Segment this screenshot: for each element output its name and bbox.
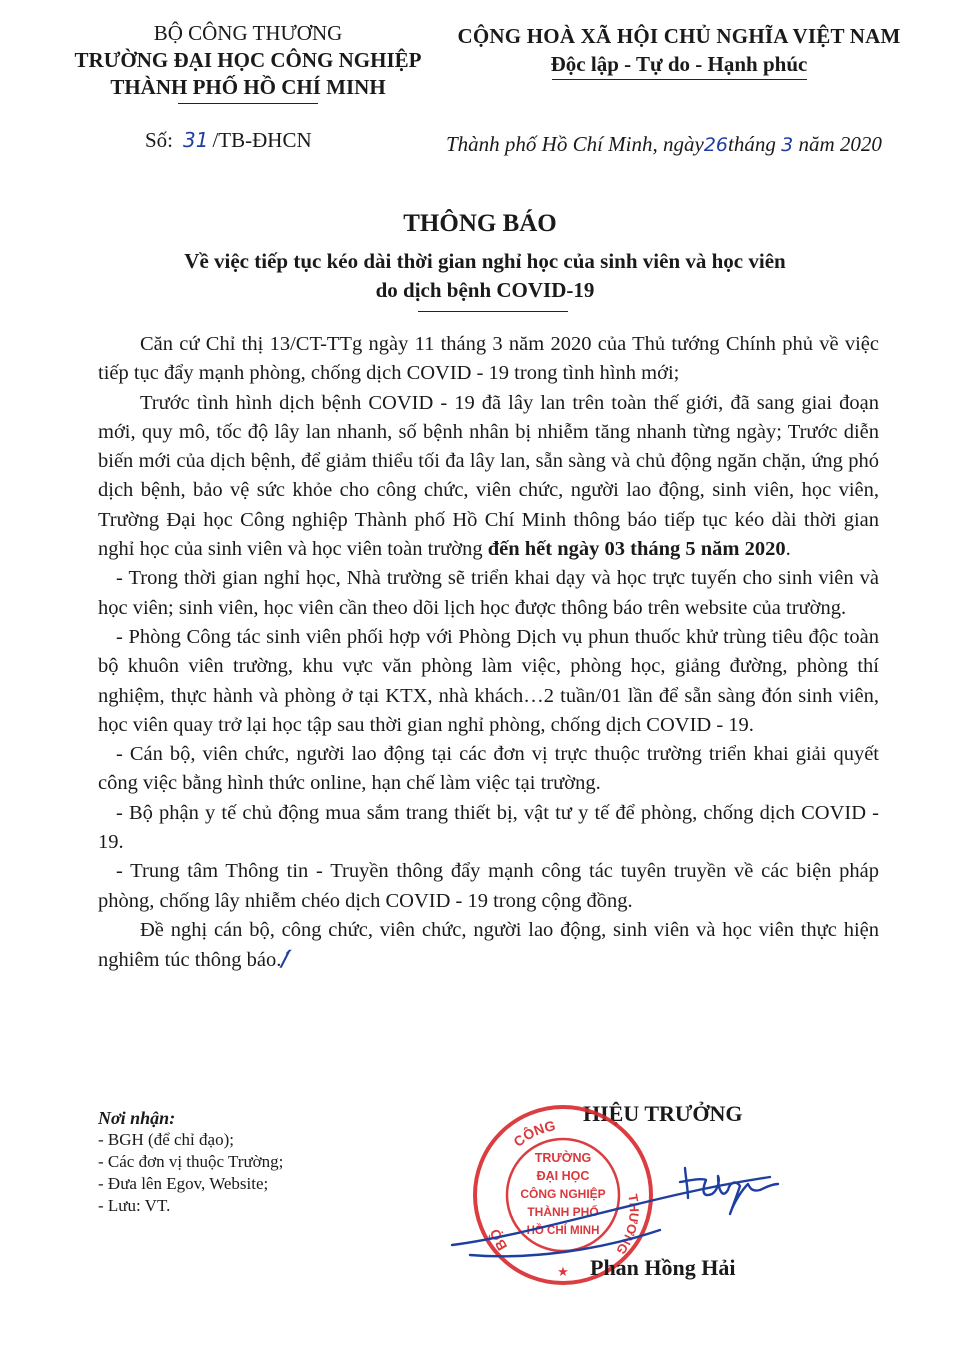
stamp-line3: CÔNG NGHIỆP (520, 1187, 606, 1201)
document-number-label: Số: (145, 128, 174, 152)
document-number (145, 128, 312, 153)
stamp-line2: ĐẠI HỌC (536, 1169, 590, 1183)
paragraph-legal-basis: Căn cứ Chỉ thị 13/CT-TTg ngày 11 tháng 3 năm 2020 của Thủ tướng Chính phủ về việc tiếp tục đẩy mạnh phòng, chống dịch COVID - 19 trong tình hình mới; (98, 333, 879, 385)
school-name-line2: THÀNH PHỐ HỒ CHÍ MINH (110, 75, 386, 99)
recipient-item: - Các đơn vị thuộc Trường; (98, 1152, 284, 1171)
stamp-line5: HỒ CHÍ MINH (526, 1225, 600, 1237)
recipients-header: Nơi nhận: (98, 1108, 176, 1128)
stamp-line1: TRƯỜNG (534, 1151, 592, 1165)
subtitle-line1: Về việc tiếp tục kéo dài thời gian nghỉ học của sinh viên và học viên (184, 249, 786, 273)
closing-text: Đề nghị cán bộ, công chức, viên chức, người lao động, sinh viên và học viên thực hiện nghiêm túc thông báo. (98, 918, 879, 972)
stamp-text-left: BỘ (486, 1226, 511, 1254)
recipient-item: - Đưa lên Egov, Website; (98, 1174, 269, 1193)
dateline-day: 26 (703, 134, 729, 156)
stamp-line4: THÀNH PHỐ (527, 1205, 599, 1219)
item-remote-work: - Cán bộ, viên chức, người lao động tại các đơn vị trực thuộc trường triển khai giải quyết công việc bằng hình thức online, hạn chế làm việc tại trường. (98, 743, 879, 795)
signatory-title: HIỆU TRƯỞNG (583, 1101, 743, 1126)
issuer-header (48, 20, 448, 104)
closing-mark: /́ (281, 947, 289, 972)
recipients-list (98, 1129, 283, 1217)
national-header (440, 22, 918, 80)
dateline-prefix: Thành phố Hồ Chí Minh, ngày (446, 132, 704, 156)
stamp-text-right: THƯƠNG (613, 1192, 642, 1258)
announcement-text: Trước tình hình dịch bệnh COVID - 19 đã lây lan trên toàn thế giới, đã sang giai đoạn mới, quy mô, tốc độ lây lan nhanh, số bệnh nhân bị nhiễm tăng nhanh từng ngày; Trước diễn biến mới của dịch bệnh, để giảm thiểu tối đa lây lan, sẵn sàng và chủ động ngăn chặn, ứng phó dịch bệnh, bảo vệ sức khỏe cho công chức, viên chức, người lao động, sinh viên, học viên, Trường Đại học Công nghiệp Thành phố Hồ Chí Minh thông báo tiếp tục kéo dài thời gian nghỉ học của sinh viên và học viên toàn trường (98, 391, 879, 561)
paragraph-announcement (98, 389, 879, 565)
handwritten-signature (450, 1150, 780, 1270)
document-title: THÔNG BÁO (403, 210, 557, 237)
recipient-item: - BGH (để chỉ đạo); (98, 1130, 234, 1149)
stamp-star: ★ (557, 1264, 569, 1279)
item-communication: - Trung tâm Thông tin - Truyền thông đẩy mạnh công tác tuyên truyền về các biện pháp phòng, chống lây nhiễm chéo dịch COVID - 19 trong cộng đồng. (98, 860, 879, 912)
paragraph-closing (98, 916, 879, 976)
motto-underline (552, 79, 807, 80)
document-subtitle (120, 247, 850, 305)
issuer-underline (178, 103, 318, 104)
signature-sweep-stroke (452, 1177, 770, 1245)
document-number-value: 31 (183, 128, 209, 152)
dateline-month: 3 (781, 134, 794, 156)
ministry-name: BỘ CÔNG THƯƠNG (153, 21, 343, 45)
dateline (446, 132, 906, 157)
announcement-end: . (785, 538, 791, 561)
item-disinfection: - Phòng Công tác sinh viên phối hợp với Phòng Dịch vụ phun thuốc khử trùng tiêu độc toàn bộ khuôn viên trường, khu vực văn phòng làm việc, phòng học, giảng đường, phòng thí nghiệm, thực hành và phòng ở tại KTX, nhà khách…2 tuần/01 lần để sẵn sàng đón sinh viên, học viên quay trở lại học tập sau thời gian nghỉ phòng, chống dịch COVID - 19. (98, 625, 879, 736)
school-name-line1: TRƯỜNG ĐẠI HỌC CÔNG NGHIỆP (74, 48, 422, 72)
recipients-block (98, 1107, 283, 1217)
document-number-suffix: /TB-ĐHCN (212, 128, 312, 152)
republic-name: CỘNG HOÀ XÃ HỘI CHỦ NGHĨA VIỆT NAM (457, 24, 901, 48)
subtitle-line2: do dịch bệnh COVID-19 (375, 278, 595, 302)
document-body (98, 330, 879, 976)
dateline-year: năm 2020 (798, 132, 882, 156)
dateline-month-label: tháng (728, 132, 776, 156)
recipient-item: - Lưu: VT. (98, 1196, 171, 1215)
signer-name: Phan Hồng Hải (590, 1255, 736, 1280)
stamp-text-top: CÔNG (510, 1117, 557, 1150)
item-online-teaching: - Trong thời gian nghỉ học, Nhà trường sẽ triển khai dạy và học trực tuyến cho sinh viên và học viên; sinh viên, học viên cần theo dõi lịch học được thông báo trên website của trường. (98, 567, 879, 619)
national-motto: Độc lập - Tự do - Hạnh phúc (550, 52, 808, 76)
item-medical-supplies: - Bộ phận y tế chủ động mua sắm trang thiết bị, vật tư y tế để phòng, chống dịch COVID - 19. (98, 801, 879, 854)
subtitle-underline (418, 311, 568, 312)
announcement-deadline: đến hết ngày 03 tháng 5 năm 2020 (487, 538, 786, 561)
signature-lower-stroke (470, 1230, 660, 1256)
